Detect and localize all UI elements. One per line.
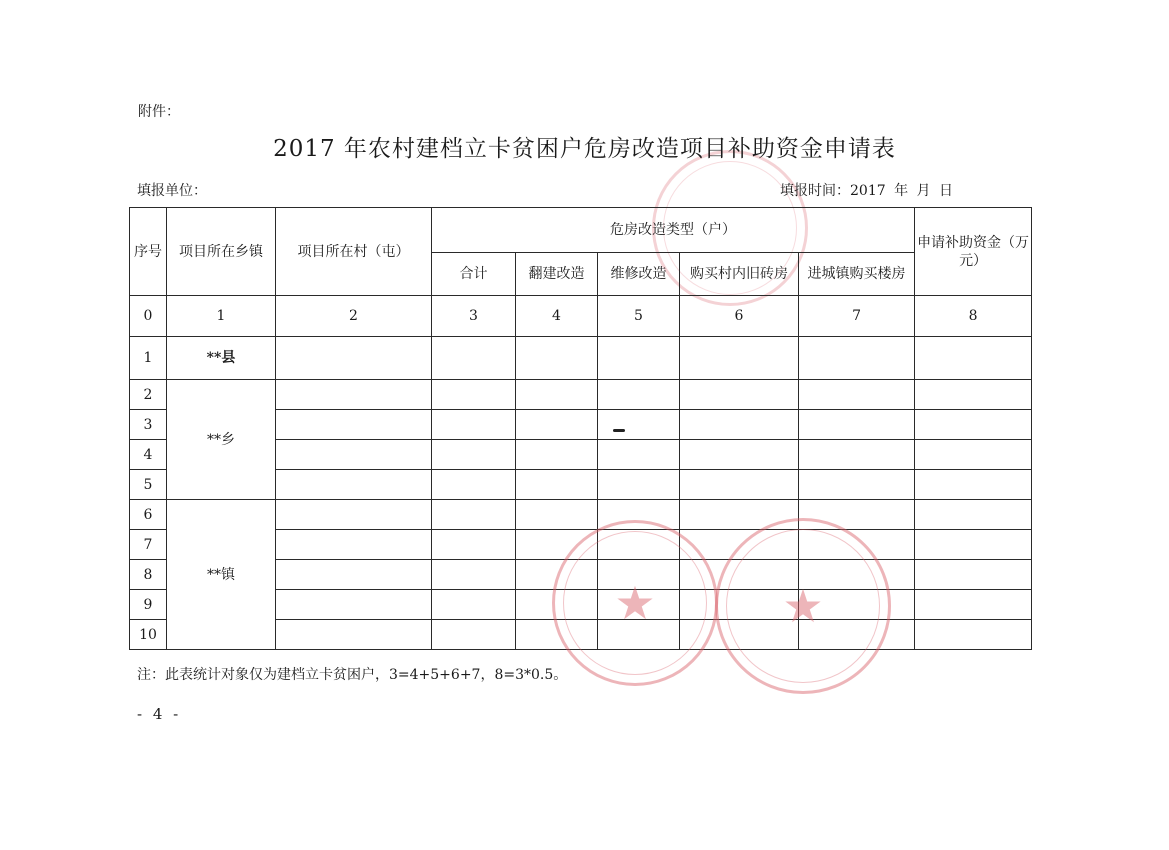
table-cell[interactable] — [680, 410, 799, 440]
table-cell[interactable] — [598, 380, 680, 410]
table-cell[interactable] — [680, 470, 799, 500]
table-cell[interactable] — [432, 500, 516, 530]
table-cell[interactable] — [432, 440, 516, 470]
table-cell[interactable] — [915, 560, 1032, 590]
row-number: 1 — [130, 337, 167, 380]
index-cell: 5 — [598, 296, 680, 337]
table-cell[interactable] — [799, 440, 915, 470]
table-cell[interactable] — [432, 590, 516, 620]
header-village: 项目所在村（屯） — [276, 208, 432, 296]
table-cell[interactable] — [276, 410, 432, 440]
annex-label: 附件： — [138, 104, 180, 120]
table-cell[interactable] — [432, 560, 516, 590]
reporting-unit-label: 填报单位： — [137, 183, 207, 199]
ink-mark — [613, 429, 625, 432]
table-cell[interactable] — [516, 410, 598, 440]
table-cell[interactable] — [598, 337, 680, 380]
town-name: **镇 — [167, 500, 276, 650]
table-cell[interactable] — [276, 440, 432, 470]
table-cell[interactable] — [915, 440, 1032, 470]
header-row-1 — [130, 208, 1032, 253]
row-number: 5 — [130, 470, 167, 500]
table-cell[interactable] — [915, 337, 1032, 380]
table-cell[interactable] — [680, 337, 799, 380]
table-cell[interactable] — [915, 380, 1032, 410]
table-cell[interactable] — [276, 590, 432, 620]
table-cell[interactable] — [516, 380, 598, 410]
index-cell: 4 — [516, 296, 598, 337]
table-cell[interactable] — [276, 337, 432, 380]
table-cell[interactable] — [516, 337, 598, 380]
header-buy-city: 进城镇购买楼房 — [799, 253, 915, 296]
table-row — [130, 337, 1032, 380]
table-cell[interactable] — [915, 500, 1032, 530]
official-seal-stamp — [552, 520, 718, 686]
table-cell[interactable] — [276, 500, 432, 530]
table-cell[interactable] — [432, 410, 516, 440]
table-cell[interactable] — [680, 380, 799, 410]
index-cell: 7 — [799, 296, 915, 337]
table-cell[interactable] — [516, 440, 598, 470]
table-cell[interactable] — [276, 470, 432, 500]
table-cell[interactable] — [432, 620, 516, 650]
table-cell[interactable] — [276, 620, 432, 650]
index-cell: 1 — [167, 296, 276, 337]
row-number: 4 — [130, 440, 167, 470]
table-cell[interactable] — [276, 560, 432, 590]
reporting-date-label: 填报时间：2017 年 月 日 — [780, 183, 953, 199]
table-cell[interactable] — [799, 470, 915, 500]
table-footnote: 注：此表统计对象仅为建档立卡贫困户，3=4+5+6+7，8=3*0.5。 — [137, 667, 568, 683]
index-cell: 2 — [276, 296, 432, 337]
index-cell: 3 — [432, 296, 516, 337]
table-cell[interactable] — [432, 380, 516, 410]
table-cell[interactable] — [799, 380, 915, 410]
document-title: 2017 年农村建档立卡贫困户危房改造项目补助资金申请表 — [273, 136, 896, 162]
table-cell[interactable] — [516, 500, 598, 530]
row-number: 9 — [130, 590, 167, 620]
header-repair: 维修改造 — [598, 253, 680, 296]
table-cell[interactable] — [598, 470, 680, 500]
table-cell[interactable] — [915, 410, 1032, 440]
table-cell[interactable] — [276, 530, 432, 560]
table-cell[interactable] — [799, 410, 915, 440]
header-total: 合计 — [432, 253, 516, 296]
table-row — [130, 500, 1032, 530]
header-subsidy: 申请补助资金（万元） — [915, 208, 1032, 296]
header-type-group: 危房改造类型（户） — [432, 208, 915, 253]
table-cell[interactable] — [915, 470, 1032, 500]
index-cell: 8 — [915, 296, 1032, 337]
table-cell[interactable] — [516, 470, 598, 500]
header-buy-old: 购买村内旧砖房 — [680, 253, 799, 296]
table-row — [130, 380, 1032, 410]
page-number: - 4 - — [137, 705, 182, 723]
header-seq: 序号 — [130, 208, 167, 296]
township-name: **乡 — [167, 380, 276, 500]
row-number: 2 — [130, 380, 167, 410]
row-number: 10 — [130, 620, 167, 650]
index-cell: 0 — [130, 296, 167, 337]
star-icon: ★ — [614, 576, 656, 630]
table-cell[interactable] — [799, 337, 915, 380]
header-town: 项目所在乡镇 — [167, 208, 276, 296]
table-cell[interactable] — [432, 337, 516, 380]
row-number: 7 — [130, 530, 167, 560]
header-rebuild: 翻建改造 — [516, 253, 598, 296]
table-cell[interactable] — [680, 440, 799, 470]
table-cell[interactable] — [598, 440, 680, 470]
county-name: **县 — [167, 337, 276, 380]
official-seal-stamp — [715, 518, 891, 694]
table-cell[interactable] — [432, 470, 516, 500]
star-icon: ★ — [782, 579, 824, 633]
column-index-row — [130, 296, 1032, 337]
table-cell[interactable] — [598, 410, 680, 440]
row-number: 3 — [130, 410, 167, 440]
table-cell[interactable] — [915, 620, 1032, 650]
table-cell[interactable] — [432, 530, 516, 560]
row-number: 6 — [130, 500, 167, 530]
table-cell[interactable] — [915, 590, 1032, 620]
row-number: 8 — [130, 560, 167, 590]
index-cell: 6 — [680, 296, 799, 337]
table-cell[interactable] — [276, 380, 432, 410]
table-cell[interactable] — [915, 530, 1032, 560]
